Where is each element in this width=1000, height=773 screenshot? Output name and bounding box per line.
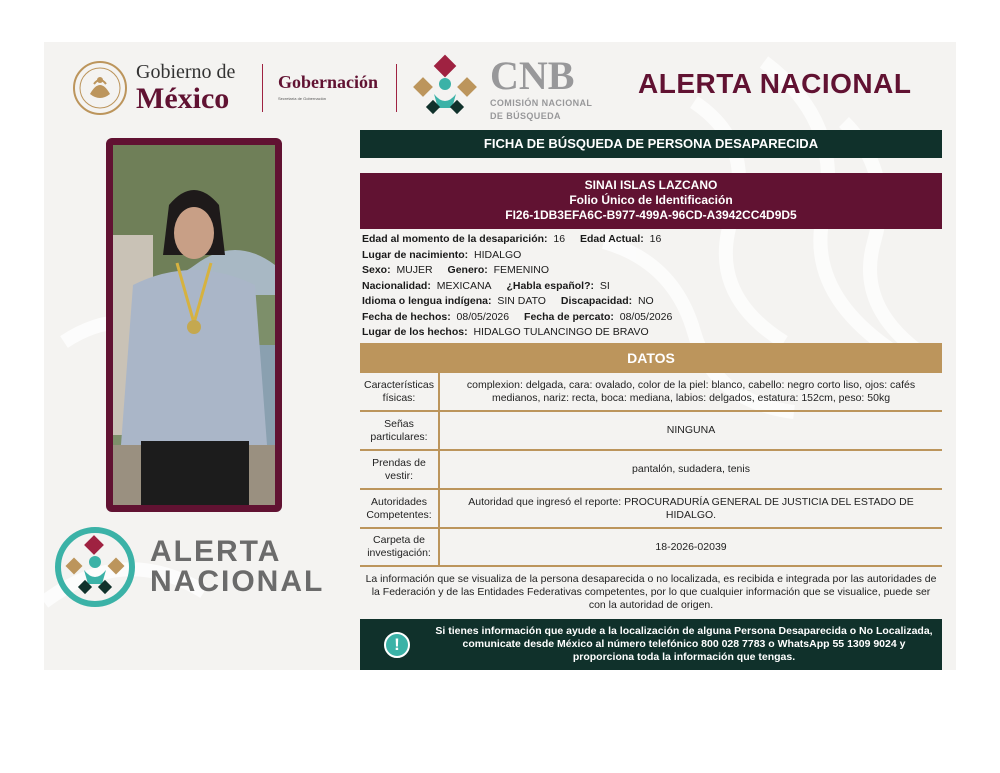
info-row (362, 279, 942, 295)
info-label: Fecha de percato: (524, 310, 614, 323)
info-row (362, 263, 942, 279)
info-value: 08/05/2026 (456, 310, 510, 323)
ficha-title-bar: FICHA DE BÚSQUEDA DE PERSONA DESAPARECIDA (360, 130, 942, 158)
alerta-logo-line1: ALERTA (150, 535, 282, 568)
info-label: Idioma o lengua indígena: (362, 295, 492, 307)
person-photo (113, 145, 275, 505)
info-row (362, 310, 942, 326)
info-value: HIDALGO TULANCINGO DE BRAVO (473, 326, 649, 338)
alerta-emblem-icon (54, 526, 136, 608)
alerta-logo-line2: NACIONAL (150, 565, 325, 598)
info-row (362, 248, 942, 264)
info-value: MUJER (396, 264, 433, 276)
info-value: NO (637, 295, 654, 307)
cnb-emblem-icon (410, 54, 480, 124)
info-value: 08/05/2026 (619, 310, 673, 323)
gobernacion-subtext: Secretaría de Gobernación (278, 96, 327, 101)
header-divider (262, 64, 263, 112)
info-row (362, 232, 942, 248)
info-value: SIN DATO (497, 295, 546, 307)
table-row (360, 489, 942, 528)
disclaimer-text: La información que se visualiza de la persona desaparecida o no localizada, es recibida e integrada por las autoridades de la Federación y de las Entidades Federativas competentes, por lo que cualquier información que se visualice, puede ser con la autoridad de origen. (365, 573, 937, 611)
info-row (362, 325, 942, 341)
exclamation-icon: ! (384, 632, 410, 658)
table-row (360, 411, 942, 450)
national-seal-icon (72, 60, 128, 116)
cnb-line2: DE BÚSQUEDA (490, 111, 561, 121)
cnb-logo (410, 54, 592, 124)
info-value: HIDALGO (474, 248, 522, 261)
info-label: Sexo: (362, 264, 391, 276)
person-info (362, 232, 942, 341)
row-value: 18-2026-02039 (439, 528, 942, 566)
info-label: Lugar de los hechos: (362, 326, 468, 338)
row-label: Prendas de vestir: (360, 450, 439, 489)
info-value: 16 (649, 233, 662, 245)
gobierno-line2: México (136, 82, 230, 115)
row-label: Carpeta de investigación: (360, 528, 439, 566)
info-label: Lugar de nacimiento: (362, 248, 469, 261)
info-value: FEMENINO (493, 264, 550, 276)
info-label: Nacionalidad: (362, 279, 431, 292)
person-photo-frame (106, 138, 282, 512)
folio-value: FI26-1DB3EFA6C-B977-499A-96CD-A3942CC4D9D5 (505, 208, 797, 222)
gobierno-mexico-logo (72, 60, 235, 116)
row-value: pantalón, sudadera, tenis (439, 450, 942, 489)
gobernacion-logo (278, 72, 378, 101)
table-row (360, 450, 942, 489)
row-value: NINGUNA (439, 411, 942, 450)
person-name: SINAI ISLAS LAZCANO (584, 178, 718, 192)
header-divider (396, 64, 397, 112)
folio-label: Folio Único de Identificación (569, 193, 733, 207)
alerta-nacional-title: ALERTA NACIONAL (638, 68, 912, 99)
info-label: Fecha de hechos: (362, 310, 451, 323)
info-label: Edad Actual: (580, 233, 644, 245)
alerta-nacional-logo (54, 526, 324, 608)
info-value: MEXICANA (436, 279, 492, 292)
row-value: complexion: delgada, cara: ovalado, color de la piel: blanco, cabello: negro corto liso, ojos: cafés medianos, nariz: recta, boca: mediana, labios: delgados, estatura: 152cm, peso: 50kg (439, 373, 942, 411)
info-value: 16 (553, 233, 566, 245)
gobernacion-text: Gobernación (278, 72, 379, 92)
row-label: Características físicas: (360, 373, 439, 411)
contact-banner (360, 619, 942, 670)
row-label: Señas particulares: (360, 411, 439, 450)
datos-table (360, 373, 942, 567)
contact-text: Si tienes información que ayude a la localización de alguna Persona Desaparecida o No Localizada, comunicate desde México al número telefónico 800 028 7783 o WhatsApp 55 1309 9024 y proporciona toda la información que tengas. (435, 625, 933, 663)
row-label: Autoridades Competentes: (360, 489, 439, 528)
info-label: ¿Habla español?: (506, 279, 594, 292)
row-value: Autoridad que ingresó el reporte: PROCURADURÍA GENERAL DE JUSTICIA DEL ESTADO DE HIDALGO. (439, 489, 942, 528)
gobierno-line1: Gobierno de (136, 61, 236, 83)
info-label: Genero: (447, 264, 488, 276)
info-row (362, 294, 942, 310)
person-name-bar (360, 173, 942, 229)
info-label: Discapacidad: (560, 295, 633, 307)
table-row (360, 373, 942, 411)
table-row (360, 528, 942, 566)
info-label: Edad al momento de la desaparición: (362, 233, 548, 245)
datos-header: DATOS (360, 343, 942, 373)
cnb-line1: COMISIÓN NACIONAL (490, 98, 593, 108)
search-sheet (44, 42, 956, 670)
info-value: SI (599, 279, 610, 292)
cnb-acronym: CNB (490, 53, 575, 98)
